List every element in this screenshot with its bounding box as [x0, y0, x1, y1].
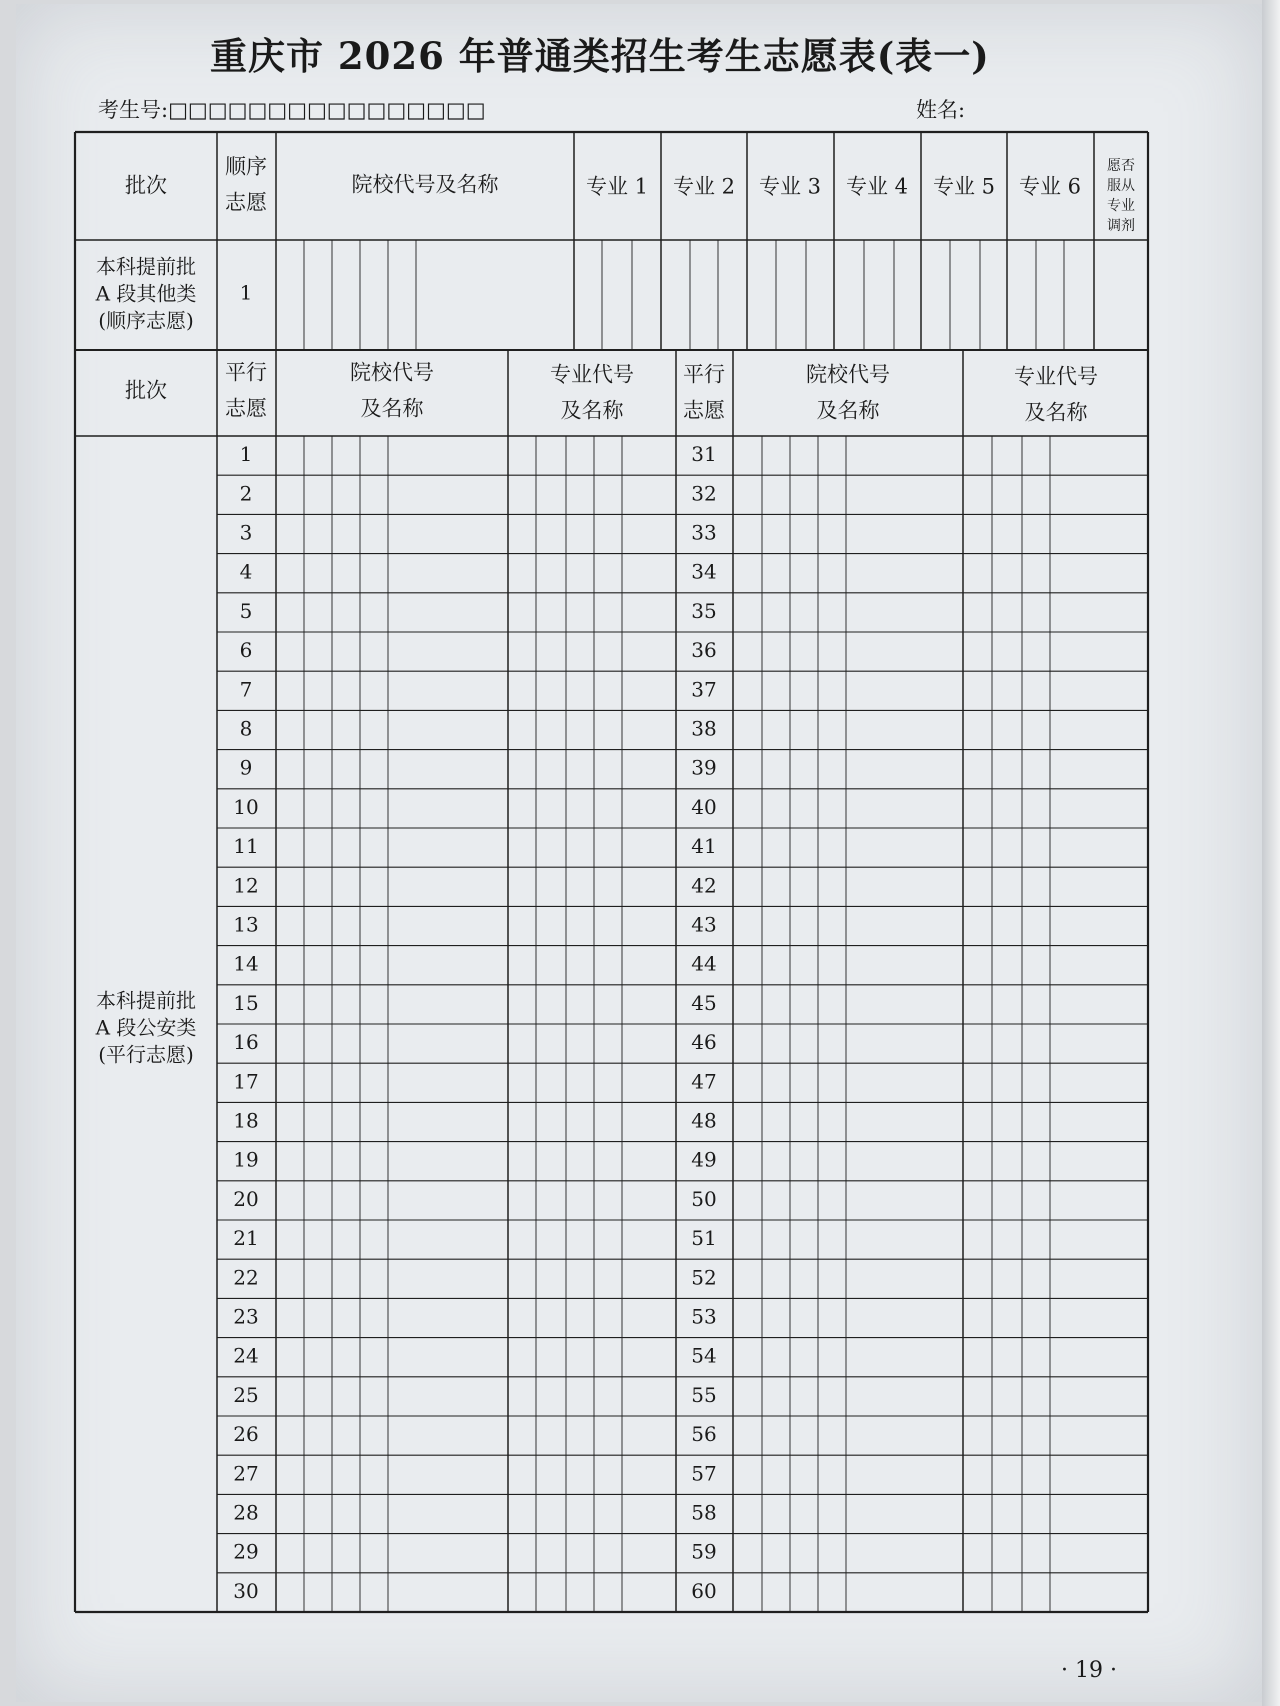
major-2-header: 专业 2	[672, 174, 736, 199]
choice-number: 8	[239, 716, 253, 741]
major-6-header: 专业 6	[1018, 174, 1082, 199]
adjust-header: 服从	[1107, 178, 1135, 194]
choice-number: 12	[233, 873, 259, 898]
adjust-header: 调剂	[1107, 218, 1135, 234]
choice-number: 50	[691, 1186, 717, 1211]
choice-number: 29	[233, 1539, 259, 1564]
parallel-header: 志愿	[683, 398, 725, 423]
major-1-header: 专业 1	[585, 174, 649, 199]
choice-number: 44	[691, 951, 717, 976]
choice-number: 10	[233, 794, 259, 819]
choice-number: 59	[691, 1539, 717, 1564]
choice-number: 40	[691, 794, 717, 819]
lower-school-header: 及名称	[816, 398, 880, 423]
choice-number: 31	[691, 442, 717, 467]
upper-batch-label: (顺序志愿)	[98, 308, 194, 333]
choice-number: 27	[233, 1461, 259, 1486]
choice-number: 23	[233, 1304, 259, 1329]
choice-number: 19	[233, 1147, 259, 1172]
upper-batch-header: 批次	[125, 173, 167, 198]
choice-number: 17	[233, 1069, 259, 1094]
choice-number: 4	[239, 559, 253, 584]
lower-major-header: 及名称	[560, 398, 624, 423]
choice-number: 56	[691, 1422, 717, 1447]
choice-number: 33	[691, 520, 717, 545]
choice-number: 45	[691, 990, 717, 1015]
lower-school-header: 及名称	[360, 396, 424, 421]
exam-number-boxes[interactable]: □□□□□□□□□□□□□□□□	[168, 98, 486, 122]
choice-number: 25	[233, 1382, 259, 1407]
choice-number: 41	[691, 834, 717, 859]
choice-number: 9	[239, 755, 253, 780]
choice-number: 32	[691, 481, 717, 506]
parallel-header: 志愿	[225, 396, 267, 421]
choice-number: 7	[239, 677, 253, 702]
parallel-header: 平行	[683, 362, 725, 387]
choice-number: 49	[691, 1147, 717, 1172]
adjust-header: 愿否	[1107, 158, 1135, 174]
choice-number: 26	[233, 1422, 259, 1447]
upper-school-header: 院校代号及名称	[351, 172, 499, 197]
lower-major-header: 专业代号	[550, 362, 634, 387]
choice-number: 30	[233, 1578, 259, 1603]
choice-number: 47	[691, 1069, 717, 1094]
choice-number: 21	[233, 1226, 259, 1251]
choice-number: 52	[691, 1265, 717, 1290]
choice-number: 5	[239, 598, 253, 623]
parallel-header: 平行	[225, 360, 267, 385]
upper-order-header: 顺序	[225, 154, 267, 179]
choice-number: 1	[239, 442, 253, 467]
choice-number: 55	[691, 1382, 717, 1407]
choice-number: 34	[691, 559, 717, 584]
upper-batch-label: A 段其他类	[95, 281, 197, 306]
lower-batch-header: 批次	[125, 378, 167, 403]
lower-major-header: 及名称	[1024, 400, 1088, 425]
choice-number: 35	[691, 598, 717, 623]
choice-number: 11	[233, 834, 259, 859]
choice-number: 2	[239, 481, 253, 506]
choice-number: 48	[691, 1108, 717, 1133]
choice-number: 14	[233, 951, 259, 976]
choice-number: 3	[239, 520, 253, 545]
choice-number: 6	[239, 638, 253, 663]
lower-batch-label: A 段公安类	[95, 1015, 197, 1040]
choice-number: 37	[691, 677, 717, 702]
page-number: · 19 ·	[1061, 1658, 1117, 1683]
choice-number: 22	[233, 1265, 259, 1290]
major-5-header: 专业 5	[932, 174, 996, 199]
upper-order-number: 1	[239, 280, 253, 305]
choice-number: 24	[233, 1343, 259, 1368]
choice-number: 58	[691, 1500, 717, 1525]
choice-number: 57	[691, 1461, 717, 1486]
form-title: 重庆市 2026 年普通类招生考生志愿表(表一)	[210, 34, 990, 78]
choice-number: 15	[233, 990, 259, 1015]
choice-number: 54	[691, 1343, 717, 1368]
choice-number: 36	[691, 638, 717, 663]
lower-batch-label: (平行志愿)	[98, 1042, 194, 1067]
major-4-header: 专业 4	[845, 174, 909, 199]
exam-number-label: 考生号:	[98, 98, 169, 122]
choice-number: 42	[691, 873, 717, 898]
major-3-header: 专业 3	[758, 174, 822, 199]
choice-number: 18	[233, 1108, 259, 1133]
lower-school-header: 院校代号	[806, 362, 890, 387]
name-label: 姓名:	[916, 98, 966, 122]
upper-order-header: 志愿	[225, 190, 267, 215]
choice-number: 43	[691, 912, 717, 937]
choice-number: 16	[233, 1030, 259, 1055]
choice-number: 28	[233, 1500, 259, 1525]
choice-number: 20	[233, 1186, 259, 1211]
adjust-header: 专业	[1107, 198, 1135, 214]
choice-number: 13	[233, 912, 259, 937]
lower-school-header: 院校代号	[350, 360, 434, 385]
choice-number: 38	[691, 716, 717, 741]
choice-number: 51	[691, 1226, 717, 1251]
lower-batch-label: 本科提前批	[96, 988, 196, 1013]
choice-number: 60	[691, 1578, 717, 1603]
upper-batch-label: 本科提前批	[96, 254, 196, 279]
choice-number: 39	[691, 755, 717, 780]
lower-major-header: 专业代号	[1014, 364, 1098, 389]
choice-number: 53	[691, 1304, 717, 1329]
choice-number: 46	[691, 1030, 717, 1055]
